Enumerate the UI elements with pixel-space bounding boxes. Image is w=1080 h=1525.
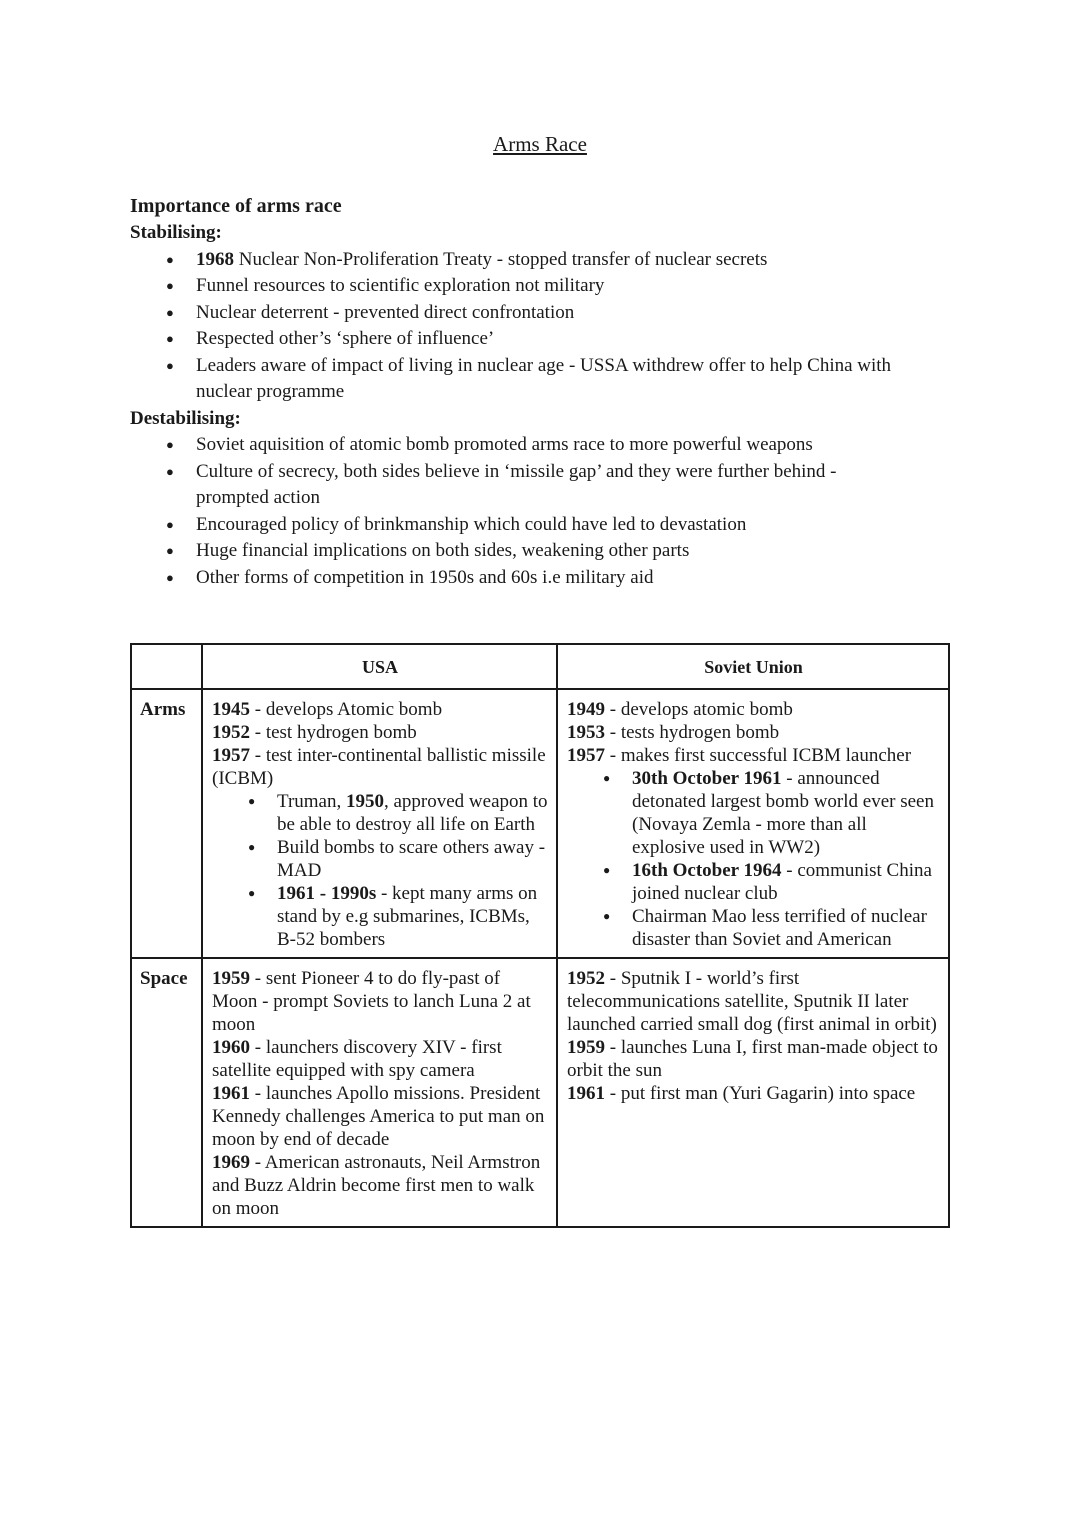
destabilising-list	[130, 432, 950, 591]
list-item: ● Soviet aquisition of atomic bomb promoted arms race to more powerful weapons	[196, 432, 950, 459]
list-item: ● Nuclear deterrent - prevented direct confrontation	[196, 300, 950, 327]
list-item: ● Truman, 1950, approved weapon to be able to destroy all life on Earth	[277, 790, 548, 836]
list-item: ● Leaders aware of impact of living in nuclear age - USSA withdrew offer to help China with nuclear programme	[196, 353, 950, 406]
page-title: Arms Race	[493, 132, 587, 156]
table-header-row	[131, 644, 949, 689]
comparison-table	[130, 643, 950, 1228]
list-item: ● Other forms of competition in 1950s and 60s i.e military aid	[196, 565, 950, 592]
text-line: 1959 - sent Pioneer 4 to do fly-past of Moon - prompt Soviets to lanch Luna 2 at moon	[212, 968, 531, 1035]
arms-usa-bullets	[212, 790, 548, 951]
text-line: 1952 - Sputnik I - world’s first telecommunications satellite, Sputnik II later launched carried small dog (first animal in orbit)	[567, 968, 937, 1035]
text-line: 1969 - American astronauts, Neil Armstron and Buzz Aldrin become first men to walk on moon	[212, 1152, 541, 1219]
list-item: ● 1961 - 1990s - kept many arms on stand by e.g submarines, ICBMs, B-52 bombers	[277, 882, 548, 951]
arms-usa-cell	[202, 689, 557, 958]
list-item: ● Chairman Mao less terrified of nuclear disaster than Soviet and American	[632, 905, 940, 951]
list-item: ● Funnel resources to scientific exploration not military	[196, 273, 950, 300]
text-line: 1960 - launchers discovery XIV - first satellite equipped with spy camera	[212, 1037, 502, 1081]
list-item: ● Encouraged policy of brinkmanship which could have led to devastation	[196, 512, 950, 539]
text-line: 1961 - launches Apollo missions. President Kennedy challenges America to put man on moon by end of decade	[212, 1083, 545, 1150]
list-item: ● Respected other’s ‘sphere of influence’	[196, 326, 950, 353]
text-line: 1945 - develops Atomic bomb	[212, 699, 443, 720]
space-soviet-cell	[557, 958, 949, 1227]
stabilising-list	[130, 247, 950, 406]
list-item: ● 16th October 1964 - communist China joined nuclear club	[632, 859, 940, 905]
empty-header-cell	[131, 644, 202, 689]
list-item: ● Culture of secrecy, both sides believe in ‘missile gap’ and they were further behind - prompted action	[196, 459, 950, 512]
list-item: ● Build bombs to scare others away - MAD	[277, 836, 548, 882]
destabilising-heading: Destabilising:	[130, 407, 241, 429]
list-item: ● 1968 Nuclear Non-Proliferation Treaty - stopped transfer of nuclear secrets	[196, 247, 950, 274]
arms-soviet-bullets	[567, 767, 940, 951]
text-line: 1949 - develops atomic bomb	[567, 699, 793, 720]
text-line: 1952 - test hydrogen bomb	[212, 722, 417, 743]
arms-soviet-cell	[557, 689, 949, 958]
space-usa-cell	[202, 958, 557, 1227]
row-label-space: Space	[131, 958, 202, 1227]
table-row-space	[131, 958, 949, 1227]
table-row-arms	[131, 689, 949, 958]
text-line: 1961 - put first man (Yuri Gagarin) into space	[567, 1083, 916, 1104]
text-line: 1957 - makes first successful ICBM launcher	[567, 745, 912, 766]
list-item: ● 30th October 1961 - announced detonated largest bomb world ever seen (Novaya Zemla - more than all explosive used in WW2)	[632, 767, 940, 859]
text-line: 1959 - launches Luna I, first man-made object to orbit the sun	[567, 1037, 938, 1081]
text-line: 1957 - test inter-continental ballistic missile (ICBM)	[212, 745, 546, 789]
importance-section	[130, 193, 950, 591]
list-item: ● Huge financial implications on both sides, weakening other parts	[196, 538, 950, 565]
importance-heading: Importance of arms race	[130, 195, 342, 217]
header-soviet: Soviet Union	[557, 644, 949, 689]
row-label-arms: Arms	[131, 689, 202, 958]
header-usa: USA	[202, 644, 557, 689]
stabilising-heading: Stabilising:	[130, 222, 222, 243]
text-line: 1953 - tests hydrogen bomb	[567, 722, 780, 743]
